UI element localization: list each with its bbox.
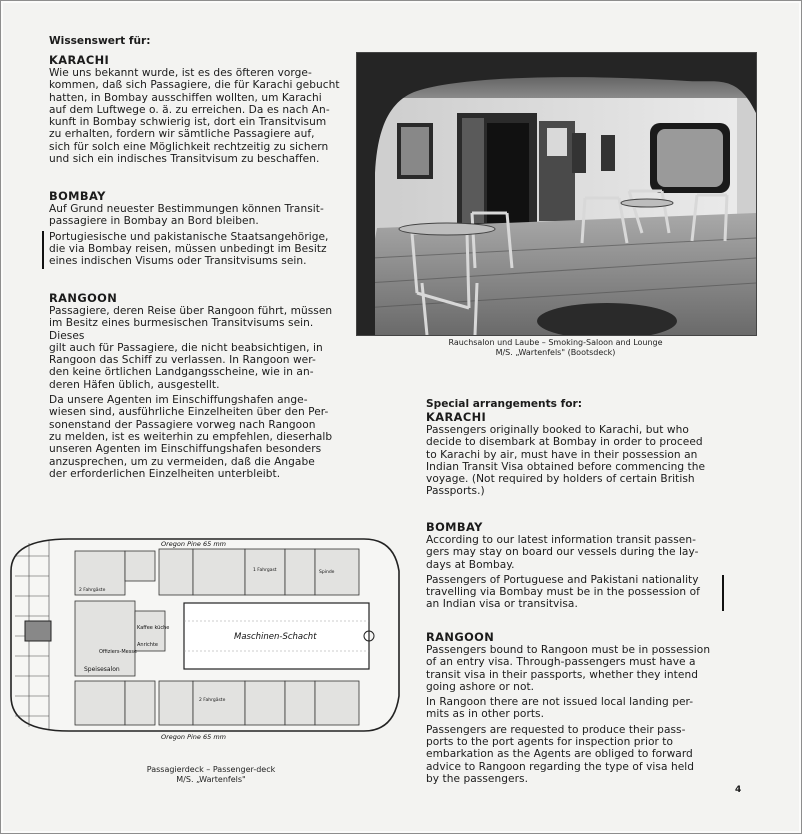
text-line: und sich ein indisches Transitvisum zu beschaffen. (49, 153, 320, 166)
english-karachi-section (426, 398, 726, 498)
text-line: im Besitz eines burmesischen Transitvisums sein. Dieses (49, 317, 314, 342)
plan-label: Speisesalon (84, 666, 120, 673)
english-karachi-heading: KARACHI (426, 410, 487, 424)
deck-plan (9, 531, 404, 741)
german-rangoon-text (49, 305, 349, 480)
plan-label: 1 Fahrgast (253, 568, 277, 573)
text-line: die via Bombay reisen, müssen unbedingt im Besitz (49, 242, 327, 255)
english-bombay-heading: BOMBAY (426, 520, 483, 534)
plan-label: Oregon Pine 65 mm (161, 540, 226, 548)
deck-plan-drawing (9, 531, 404, 741)
text-line: embarkation as the Agents are obliged to forward (426, 748, 693, 761)
text-line: In Rangoon there are not issued local landing per- (426, 696, 694, 709)
text-line: Da unsere Agenten im Einschiffungshafen ange- (49, 394, 308, 407)
text-line: der erforderlichen Einzelheiten unterbleibt. (49, 467, 281, 480)
plan-label: 2 Fahrgäste (199, 698, 226, 703)
text-line: zu erhalten, fordern wir sämtliche Passagiere auf, (49, 128, 315, 141)
photo-caption-line: Rauchsalon und Laube – Smoking-Saloon and Lounge (448, 338, 663, 347)
text-line: passagiere in Bombay an Bord bleiben. (49, 215, 259, 228)
plan-caption (111, 765, 311, 785)
text-line: mits as in other ports. (426, 708, 545, 721)
text-line: anzusprechen, um zu vermeiden, daß die Angabe (49, 455, 315, 468)
text-line: going ashore or not. (426, 680, 535, 693)
german-karachi-heading: KARACHI (49, 53, 110, 67)
page-number: 4 (735, 785, 742, 795)
text-line: kunft in Bombay schwierig ist, dort ein Transitvisum (49, 116, 327, 129)
text-line: decide to disembark at Bombay in order to proceed (426, 436, 703, 449)
english-bombay-section (426, 520, 726, 611)
text-line: Passengers originally booked to Karachi, but who (426, 424, 689, 436)
text-line: deren Häfen üblich, ausgestellt. (49, 378, 220, 391)
plan-label: 2 Fahrgäste (79, 588, 106, 593)
text-line: Auf Grund neuester Bestimmungen können Transit- (49, 203, 324, 215)
text-line: voyage. (Not required by holders of certain British (426, 473, 695, 486)
german-karachi-text (49, 67, 349, 165)
plan-label: Spinde (319, 570, 335, 575)
plan-label: Oregon Pine 65 mm (161, 733, 226, 741)
lounge-photo-image (357, 53, 756, 335)
text-line: by the passengers. (426, 772, 528, 785)
text-line: sich für solch eine Möglichkeit rechtzeitig zu sichern (49, 140, 329, 153)
text-line: Rangoon das Schiff zu verlassen. In Rangoon wer- (49, 354, 316, 367)
text-line: advice to Rangoon regarding the type of visa held (426, 760, 695, 773)
text-line: unseren Agenten im Einschiffungshafen besonders (49, 443, 322, 456)
text-line: gilt auch für Passagiere, die nicht beabsichtigen, in (49, 341, 323, 354)
change-bar (722, 575, 724, 611)
text-line: of an entry visa. Through-passengers must have a (426, 656, 696, 669)
english-karachi-text (426, 424, 726, 498)
text-line: eines indischen Visums oder Transitvisums sein. (49, 255, 307, 268)
plan-label: Anrichte (137, 642, 158, 648)
german-bombay-section (49, 189, 349, 267)
english-rangoon-section (426, 630, 726, 785)
english-rangoon-text (426, 644, 726, 785)
plan-label: Maschinen-Schacht (234, 632, 317, 642)
german-rangoon-heading: RANGOON (49, 291, 118, 305)
photo-caption-line: M/S. „Wartenfels" (Bootsdeck) (495, 348, 616, 357)
text-line: gers may stay on board our vessels during the lay- (426, 546, 699, 559)
text-line: days at Bombay. (426, 558, 515, 571)
text-line: auf dem Luftwege o. ä. zu erreichen. Da es nach An- (49, 103, 330, 116)
text-line: Passengers are requested to produce their pass- (426, 723, 686, 736)
german-bombay-heading: BOMBAY (49, 189, 106, 203)
text-line: kommen, daß sich Passagiere, die für Karachi gebucht (49, 79, 340, 92)
text-line: Passengers bound to Rangoon must be in possession (426, 644, 711, 656)
photo-caption (356, 338, 755, 358)
text-line: Passagiere, deren Reise über Rangoon führt, müssen (49, 305, 333, 317)
german-karachi-section (49, 53, 349, 165)
english-bombay-text (426, 534, 726, 611)
text-line: transit visa in their passports, whether they intend (426, 668, 698, 681)
text-line: According to our latest information transit passen- (426, 534, 696, 546)
english-intro-heading: Special arrangements for: (426, 398, 583, 410)
german-bombay-text (49, 203, 349, 267)
text-line: to Karachi by air, must have in their possession an (426, 448, 698, 461)
text-line: Wie uns bekannt wurde, ist es des öfteren vorge- (49, 67, 312, 79)
plan-caption-line: Passagierdeck – Passenger-deck (146, 765, 276, 774)
plan-caption-line: M/S. „Wartenfels" (176, 775, 246, 784)
plan-label: Kaffee küche (137, 625, 170, 631)
text-line: ports to the port agents for inspection prior to (426, 736, 674, 749)
lounge-photo (356, 52, 757, 336)
text-line: den keine örtlichen Landgangsscheine, wie in an- (49, 366, 314, 379)
plan-label: Offiziers-Messe (99, 649, 138, 655)
text-line: hatten, in Bombay ausschiffen wollten, um Karachi (49, 91, 322, 104)
text-line: wiesen sind, ausführliche Einzelheiten über den Per- (49, 406, 329, 419)
german-rangoon-section (49, 291, 349, 480)
text-line: zu melden, ist es weiterhin zu empfehlen, dieserhalb (49, 430, 333, 443)
intro-heading: Wissenswert für: (49, 35, 151, 47)
english-rangoon-heading: RANGOON (426, 630, 495, 644)
text-line: an Indian visa or transitvisa. (426, 598, 578, 611)
text-line: travelling via Bombay must be in the possession of (426, 586, 700, 599)
text-line: sonenstand der Passagiere vorweg nach Rangoon (49, 418, 316, 431)
text-line: Portugiesische und pakistanische Staatsangehörige, (49, 230, 329, 243)
change-bar (42, 231, 44, 269)
text-line: Indian Transit Visa obtained before commencing the (426, 460, 706, 473)
text-line: Passengers of Portuguese and Pakistani nationality (426, 573, 699, 586)
text-line: Passports.) (426, 485, 485, 498)
